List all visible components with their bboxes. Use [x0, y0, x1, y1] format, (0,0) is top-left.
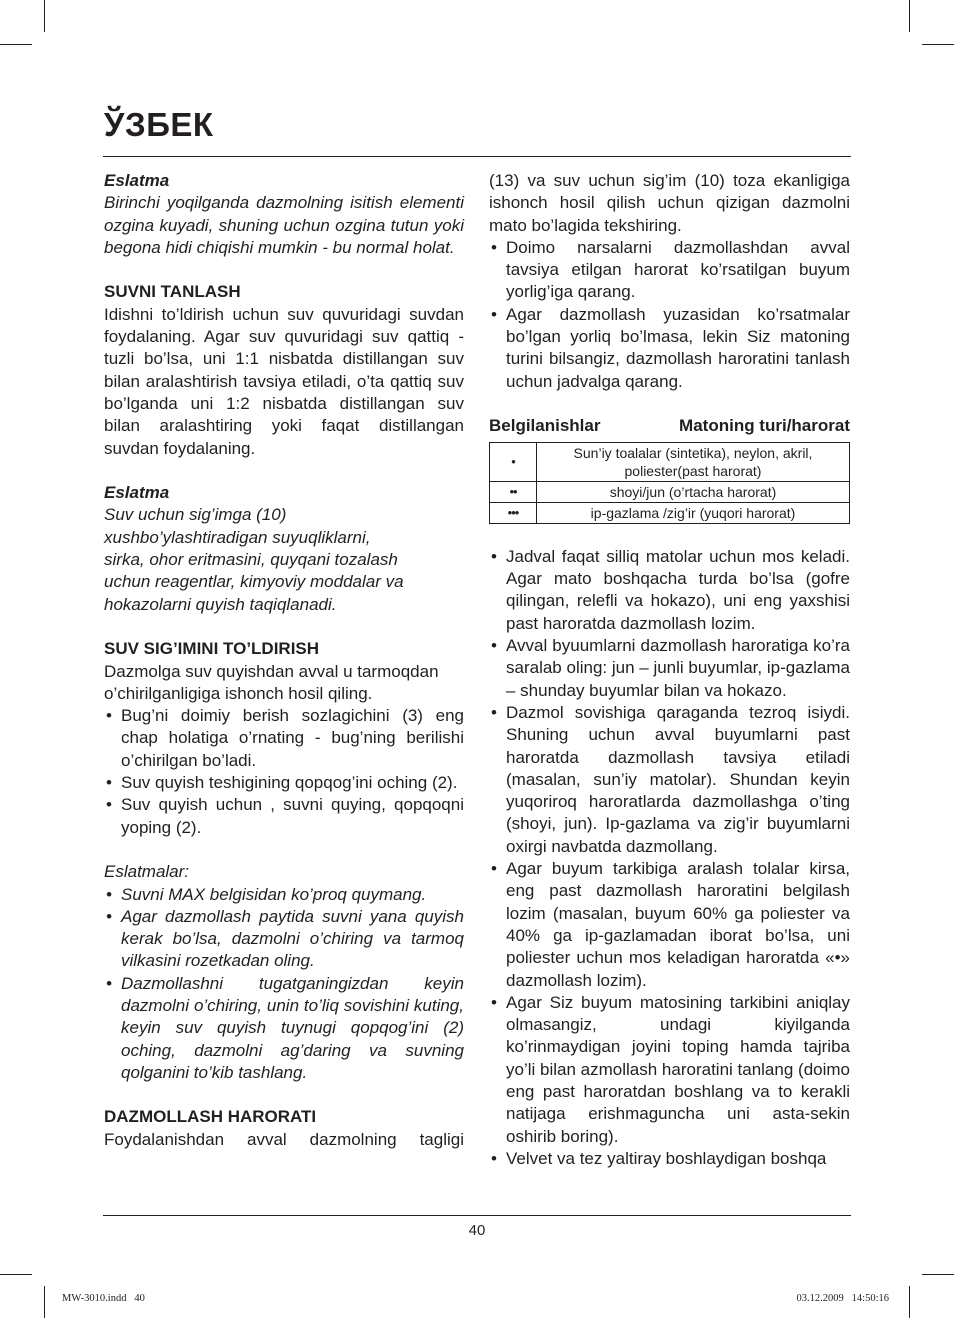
list-item: • Bug’ni doimiy berish sozlagichini (3) eng chap holatiga o’rnating - bug’ning berilishi o’chirilgan bo’ladi. [104, 705, 464, 772]
page-number: 40 [468, 1222, 486, 1239]
list-item: • Agar dazmollash paytida suvni yana quyish kerak bo’lsa, dazmolni o’chiring va tarmoq vilkasini rozetkadan oling. [104, 906, 464, 973]
left-column [104, 170, 464, 1151]
crop-mark [909, 1286, 910, 1318]
table-cell-dots: ••• [490, 502, 537, 523]
slug-timestamp: 03.12.2009 14:50:16 [796, 1293, 889, 1304]
footer-rule [103, 1215, 851, 1216]
table-row [490, 502, 850, 523]
note-line: xushbo’ylashtiradigan suyuqliklarni, [104, 527, 371, 547]
list-item: • Doimo narsalarni dazmollashdan avval tavsiya etilgan harorat ko’rsatilgan buyum yorlig’iga qarang. [489, 237, 850, 304]
section-text: Idishni to’ldirish uchun suv quvuridagi suvdan foydalaning. Agar suv quvuridagi suv qattiq - tuzli bo’lsa, uni 1:1 nisbatda distillangan suv bilan aralashtirish tavsiya etiladi, o’ta qattiq suv bo’lganda uni 1:2 nisbatda distillangan suv bilan aralashtiring yoki faqat distillangan suvdan foydalaning. [104, 304, 464, 458]
crop-mark [922, 44, 954, 45]
list-item: • Velvet va tez yaltiray boshlaydigan boshqa [489, 1148, 850, 1170]
note-line: uchun reagentlar, kimyoviy moddalar va [104, 572, 404, 592]
list-item: • Suv quyish teshigining qopqog’ini oching (2). [104, 772, 464, 794]
bullet-list [104, 705, 464, 839]
section-text: (13) va suv uchun sig’im (10) toza ekanligiga ishonch hosil qilish uchun qizigan dazmolni mato bo’lagida tekshiring. [489, 171, 850, 235]
list-item: • Agar dazmollash yuzasidan ko’rsatmalar bo’lgan yorliq bo’lmasa, lekin Siz matoning turini bilsangiz, dazmollash haroratini tanlash uchun jadvalga qarang. [489, 304, 850, 393]
temperature-table [489, 442, 850, 524]
table-cell-text: ip-gazlama /zig’ir (yuqori harorat) [537, 502, 850, 523]
crop-mark [44, 1286, 45, 1318]
table-cell-text: shoyi/jun (o’rtacha harorat) [537, 481, 850, 502]
crop-mark [0, 1274, 32, 1275]
table-row [490, 442, 850, 481]
table-header [489, 415, 850, 437]
section-text: Foydalanishdan avval dazmolning tagligi [104, 1129, 464, 1149]
list-item: • Avval byuumlarni dazmollash haroratiga ko’ra saralab oling: jun – junli buyumlar, ip-gazlama – shunday buyumlar bilan va hokazo. [489, 635, 850, 702]
header-rule [103, 156, 851, 157]
list-item: • Agar buyum tarkibiga aralash tolalar kirsa, eng past dazmollash haroratini belgilash lozim (masalan, buyum 60% ga poliester va 40% ga ip-gazlamadan iborat bo’lsa, uni poliester uchun mos keladigan haroratda «•» dazmollash lozim). [489, 858, 850, 992]
section-heading: SUVNI TANLASH [104, 282, 241, 302]
list-item: • Agar Siz buyum matosining tarkibini aniqlay olmasangiz, undagi kiyilganda ko’rinmaydigan joyini toping hamda tajriba yo’li bilan azmollash haroratini tanlang (doimo eng past haroratdan boshlang va to kerakli natijaga erishmaguncha uni asta-sekin oshirib boring). [489, 992, 850, 1148]
crop-mark [44, 0, 45, 32]
note-text: Birinchi yoqilganda dazmolning isitish elementi ozgina kuyadi, shuning uchun ozgina tutun yoki begona hidi chiqishi mumkin - bu normal holat. [104, 193, 464, 257]
page-title: ЎЗБЕК [104, 106, 214, 143]
table-column-label: Belgilanishlar [489, 416, 601, 436]
note-line: hokazolarni quyish taqiqlanadi. [104, 594, 337, 614]
section-heading: DAZMOLLASH HARORATI [104, 1107, 317, 1127]
table-cell-text: Sun’iy toalalar (sintetika), neylon, akril, poliester(past harorat) [537, 442, 850, 481]
bullet-list [489, 546, 850, 1170]
list-item: • Dazmollashni tugatganingizdan keyin dazmolni o’chiring, unin to’liq sovishini kuting, keyin suv quyish tuynugi qopqog’ini (2) oching, dazmolni ag’daring va suvning qolganini to’kib tashlang. [104, 973, 464, 1084]
crop-mark [0, 44, 32, 45]
bullet-list [104, 884, 464, 1085]
table-cell-dots: •• [490, 481, 537, 502]
note-title: Eslatma [104, 171, 170, 190]
crop-mark [909, 0, 910, 32]
notes-title: Eslatmalar: [104, 862, 190, 882]
note-line: Suv uchun sig’imga (10) [104, 505, 287, 525]
list-item: • Suvni MAX belgisidan ko’proq quymang. [104, 884, 464, 906]
table-column-label: Matoning turi/harorat [679, 416, 850, 436]
table-row [490, 481, 850, 502]
crop-mark [922, 1274, 954, 1275]
list-item: • Suv quyish uchun , suvni quying, qopqoqni yoping (2). [104, 794, 464, 839]
right-column [489, 170, 850, 1170]
note-title: Eslatma [104, 483, 170, 503]
note-line: sirka, ohor eritmasini, quyqani tozalash [104, 550, 398, 570]
section-heading: SUV SIG’IMINI TO’LDIRISH [104, 639, 320, 659]
section-text: Dazmolga suv quyishdan avval u tarmoqdan o’chirilganligiga ishonch hosil qiling. [104, 661, 439, 703]
table-cell-dots: • [490, 442, 537, 481]
bullet-list [489, 237, 850, 393]
slug-file: MW-3010.indd 40 [62, 1293, 145, 1304]
list-item: • Jadval faqat silliq matolar uchun mos keladi. Agar mato boshqacha turda bo’lsa (gofre qilingan, relefli va hokazo), uni eng yaxshisi past haroratda dazmollash lozim. [489, 546, 850, 635]
list-item: • Dazmol sovishiga qaraganda tezroq isiydi. Shuning uchun avval buyumlarni past haroratda dazmollash tavsiya etiladi (masalan, sun’iy matolar). Shundan keyin yuqoriroq haroratlarda dazmollashga o’ting (shoyi, jun). Ip-gazlama va zig’ir buyumlarni oxirgi navbatda dazmollang. [489, 702, 850, 858]
